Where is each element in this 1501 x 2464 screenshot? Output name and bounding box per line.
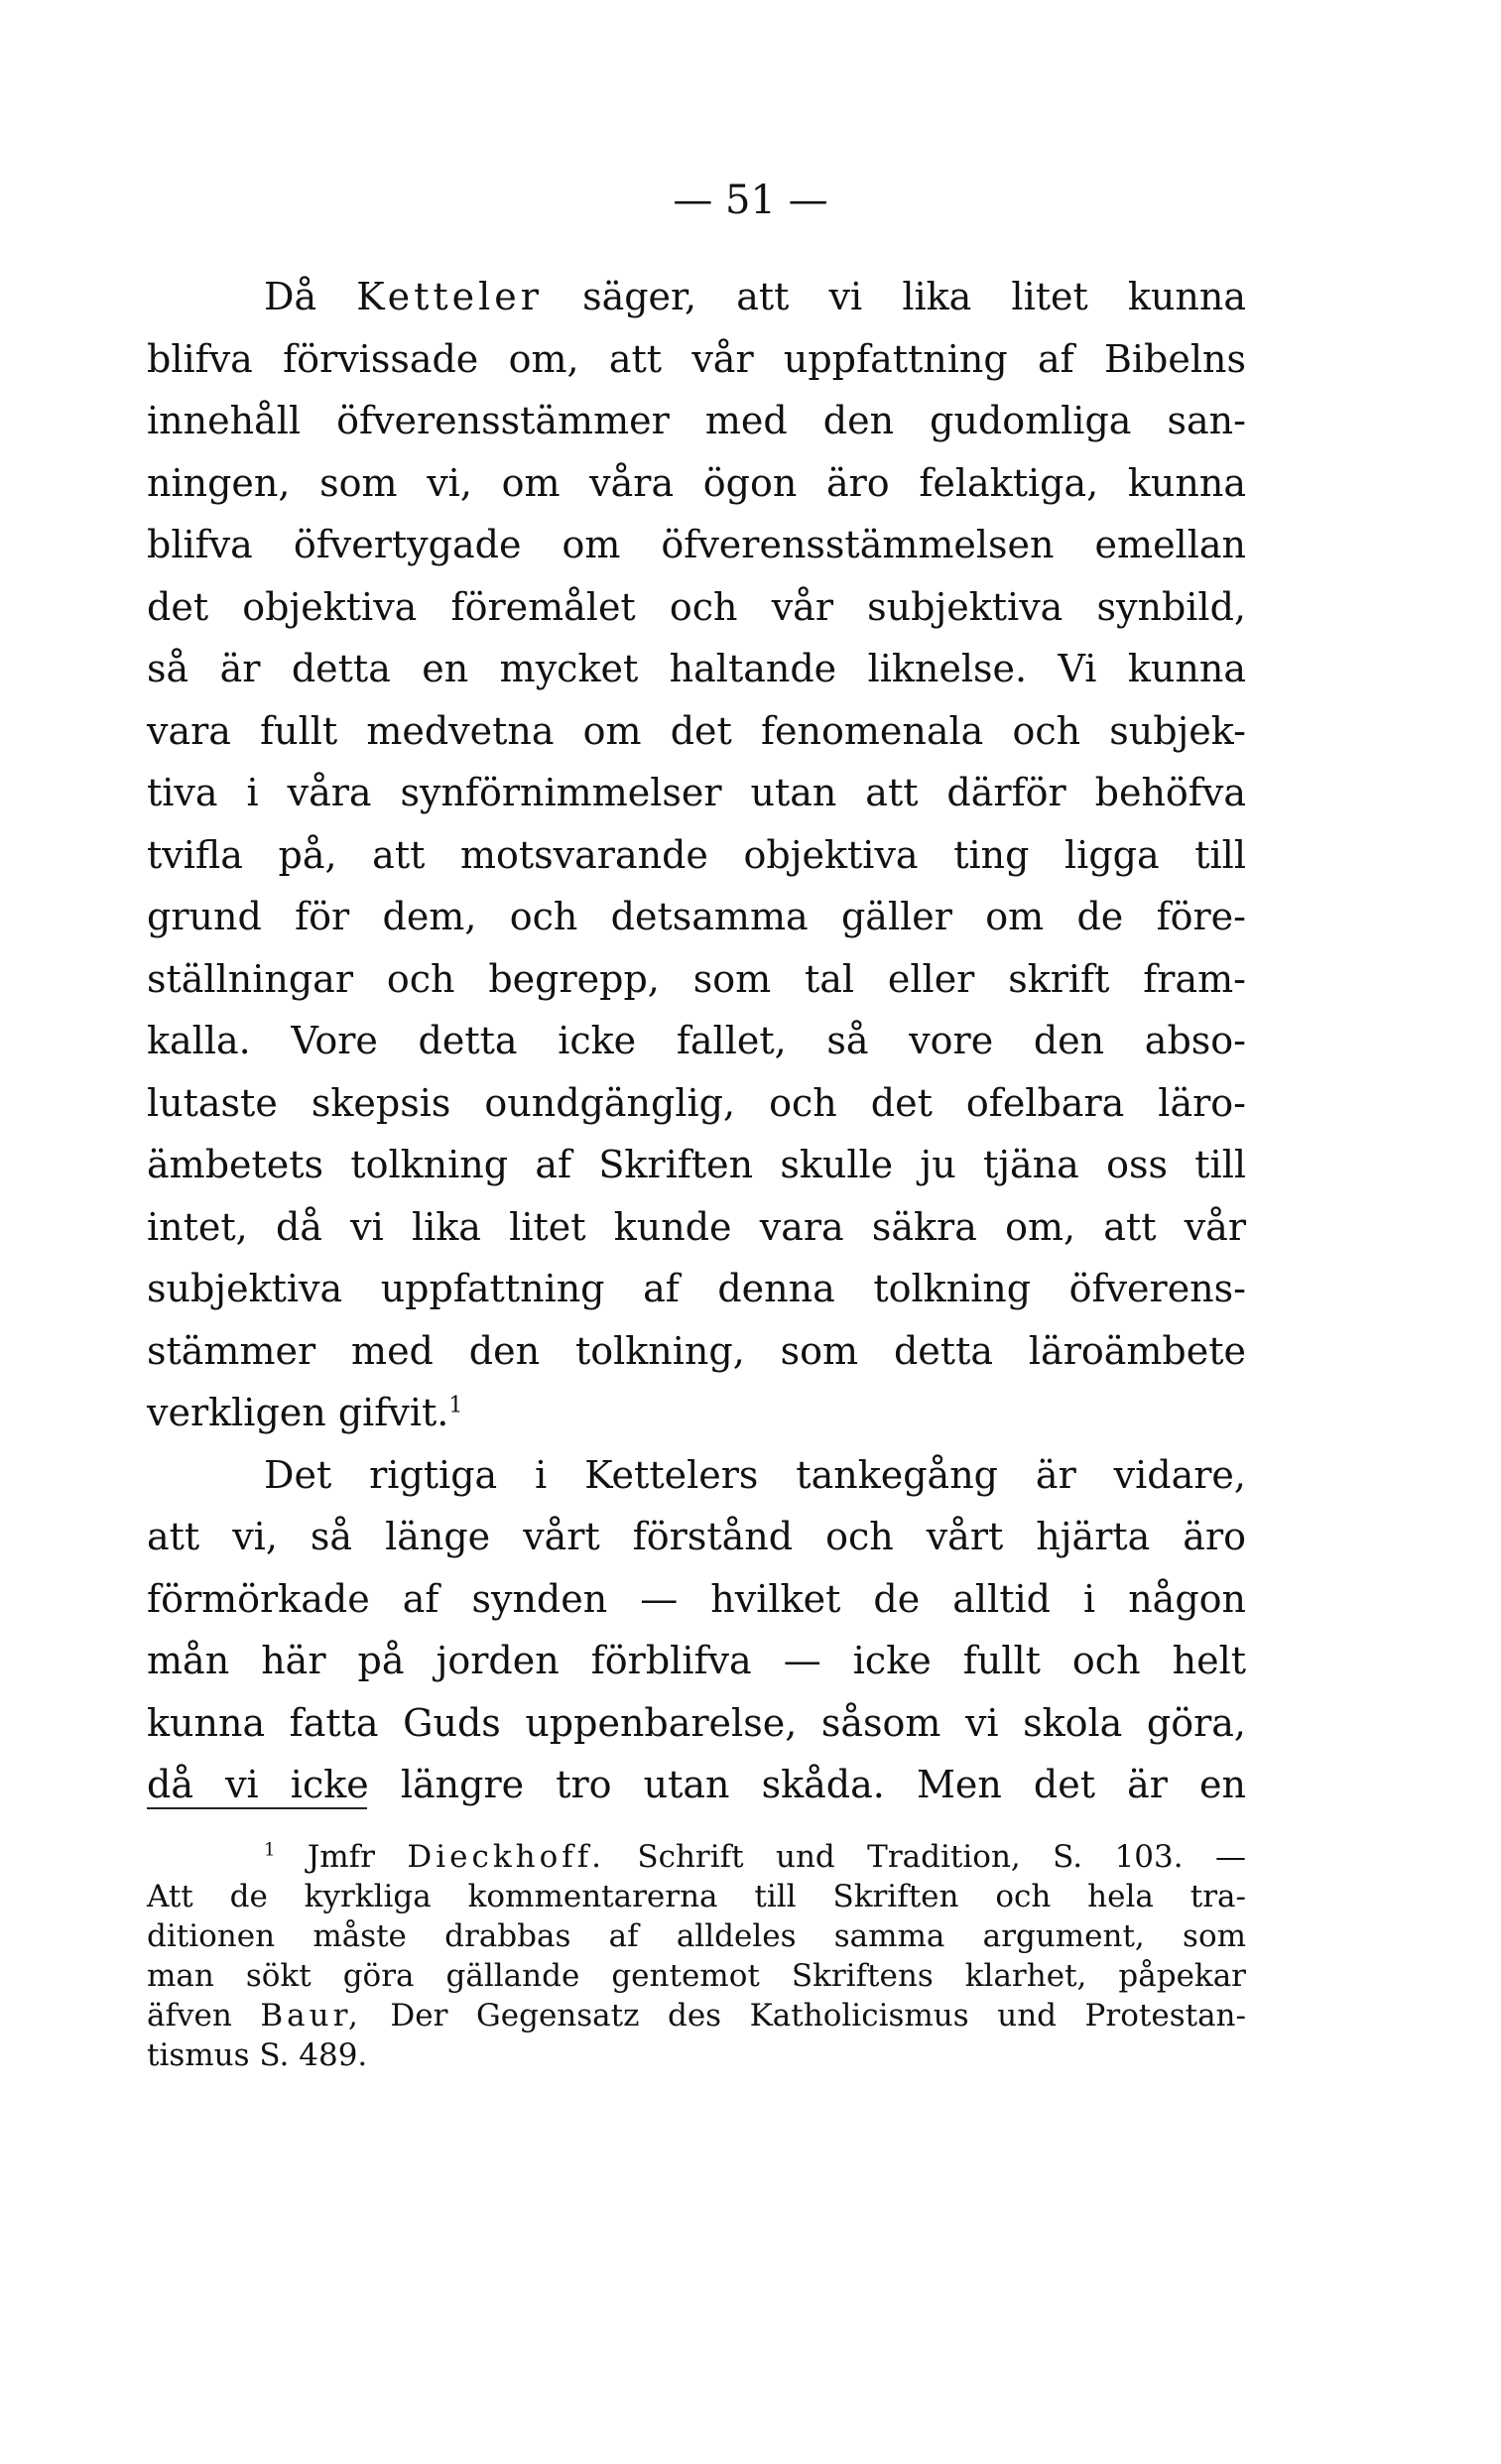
- text-line: kalla. Vore detta icke fallet, så vore den abso-: [147, 1019, 1246, 1062]
- spaced-name: Dieckhoff.: [407, 1839, 605, 1875]
- footnote-line: tismus S. 489.: [147, 2037, 368, 2073]
- text-line: ningen, som vi, om våra ögon äro felaktiga, kunna: [147, 460, 1246, 505]
- page-number: — 51 —: [673, 178, 828, 223]
- text-line: då vi icke längre tro utan skåda. Men det är en: [147, 1763, 1246, 1806]
- text-line: kunna fatta Guds uppenbarelse, såsom vi skola göra,: [147, 1700, 1246, 1745]
- text-line: Då Ketteler säger, att vi lika litet kunna: [264, 275, 1246, 318]
- body-text: [147, 266, 1246, 1816]
- footnote-divider: [147, 1807, 367, 1809]
- text-line: lutaste skepsis oundgänglig, och det ofelbara läro-: [147, 1080, 1246, 1125]
- text-line: verkligen gifvit.$^1$: [147, 1391, 463, 1434]
- spaced-name: Baur,: [260, 1998, 362, 2033]
- footnote-line: Att de kyrkliga kommentarerna till Skriften och hela tra-: [147, 1879, 1246, 1914]
- footnote-marker: 1: [264, 1839, 276, 1861]
- text-line: tiva i våra synförnimmelser utan att därför behöfva: [147, 771, 1246, 814]
- footnote-line: ditionen måste drabbas af alldeles samma argument, som: [147, 1918, 1246, 1954]
- text-line: så är detta en mycket haltande liknelse. Vi kunna: [147, 647, 1246, 690]
- text-line: mån här på jorden förblifva — icke fullt och helt: [147, 1639, 1246, 1682]
- footnote-line: man sökt göra gällande gentemot Skriftens klarhet, påpekar: [147, 1958, 1246, 1994]
- text-line: vara fullt medvetna om det fenomenala och subjek-: [147, 708, 1246, 753]
- text-line: ämbetets tolkning af Skriften skulle ju tjäna oss till: [147, 1143, 1246, 1186]
- text-line: blifva öfvertygade om öfverensstämmelsen emellan: [147, 523, 1246, 566]
- text-line: grund för dem, och detsamma gäller om de före-: [147, 895, 1246, 938]
- text-line: att vi, så länge vårt förstånd och vårt hjärta äro: [147, 1515, 1246, 1558]
- text-line: Det rigtiga i Kettelers tankegång är vidare,: [264, 1452, 1246, 1497]
- text-line: ställningar och begrepp, som tal eller skrift fram-: [147, 956, 1246, 1001]
- text-line: subjektiva uppfattning af denna tolkning öfverens-: [147, 1267, 1246, 1310]
- text-line: det objektiva föremålet och vår subjektiva synbild,: [147, 584, 1246, 629]
- text-line: innehåll öfverensstämmer med den gudomliga san-: [147, 399, 1246, 442]
- spaced-name: Ketteler: [356, 275, 543, 318]
- text-line: tvifla på, att motsvarande objektiva ting ligga till: [147, 832, 1246, 877]
- footnote: [147, 1837, 1246, 2075]
- text-line: blifva förvissade om, att vår uppfattning af Bibelns: [147, 336, 1246, 381]
- text-line: förmörkade af synden — hvilket de alltid i någon: [147, 1576, 1246, 1621]
- footnote-line: äfven Baur, Der Gegensatz des Katholicismus und Protestan-: [147, 1998, 1246, 2033]
- text-line: stämmer med den tolkning, som detta läroämbete: [147, 1328, 1246, 1373]
- text-line: intet, då vi lika litet kunde vara säkra om, att vår: [147, 1204, 1246, 1249]
- footnote-line: $^1$ Jmfr Dieckhoff. Schrift und Tradition, S. 103. —: [264, 1839, 1246, 1875]
- footnote-reference: 1: [448, 1393, 463, 1418]
